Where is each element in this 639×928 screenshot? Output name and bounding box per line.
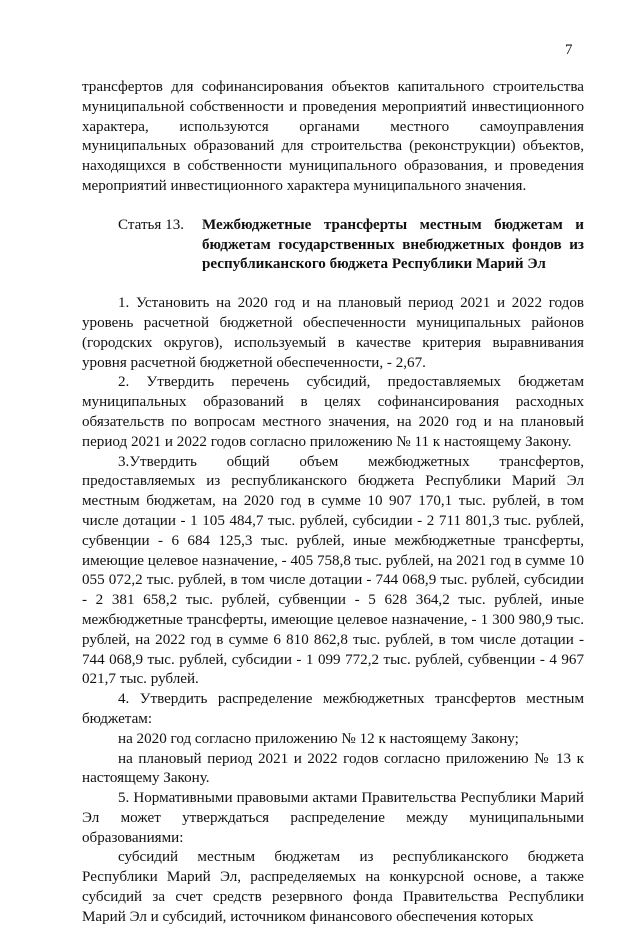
article-label: Статья 13.: [118, 216, 185, 233]
paragraph-1: 1. Установить на 2020 год и на плановый период 2021 и 2022 годов уровень расчетной бюджетной обеспеченности муниципальных районов (городских округов), используемый в качестве критерия выравнивания уровня расчетной бюджетной обеспеченности, - 2,67.: [82, 295, 584, 371]
page-number: 7: [565, 42, 573, 58]
article-title: Межбюджетные трансферты местным бюджетам и бюджетам государственных внебюджетных фондов из республиканского бюджета Республики Марий Эл: [202, 216, 584, 273]
paragraph-4-item-2021-2022: на плановый период 2021 и 2022 годов согласно приложению № 13 к настоящему Закону.: [82, 750, 584, 787]
article-heading: [118, 216, 584, 275]
paragraph-5-item-subsidies: субсидий местным бюджетам из республиканского бюджета Республики Марий Эл, распределяемых на конкурсной основе, а также субсидий за счет средств резервного фонда Правительства Республики Марий Эл и субсидий, источником финансового обеспечения которых: [82, 849, 584, 925]
intro-paragraph: трансфертов для софинансирования объектов капитального строительства муниципальной собственности и проведения мероприятий инвестиционного характера, используются органами местного самоуправления муниципальных образований для строительства (реконструкции) объектов, находящихся в собственности муниципального образования, и проведения мероприятий инвестиционного характера муниципального значения.: [82, 79, 584, 194]
paragraph-4-item-2020: на 2020 год согласно приложению № 12 к настоящему Закону;: [118, 730, 519, 747]
paragraph-4: 4. Утвердить распределение межбюджетных трансфертов местным бюджетам:: [82, 691, 584, 727]
document-body: [82, 78, 584, 928]
paragraph-2: 2. Утвердить перечень субсидий, предоставляемых бюджетам муниципальных образований в целях софинансирования расходных обязательств по вопросам местного значения, на 2020 год и на плановый период 2021 и 2022 годов согласно приложению № 11 к настоящему Закону.: [82, 374, 584, 450]
paragraph-3: 3.Утвердить общий объем межбюджетных трансфертов, предоставляемых из республиканского бюджета Республики Марий Эл местным бюджетам, на 2020 год в сумме 10 907 170,1 тыс. рублей, в том числе дотации - 1 105 484,7 тыс. рублей, субсидии - 2 711 801,3 тыс. рублей, субвенции - 6 684 125,3 тыс. рублей, иные межбюджетные трансферты, имеющие целевое назначение, - 405 758,8 тыс. рублей, на 2021 год в сумме 10 055 072,2 тыс. рублей, в том числе дотации - 744 068,9 тыс. рублей, субсидии - 2 381 658,2 тыс. рублей, субвенции - 5 628 364,2 тыс. рублей, иные межбюджетные трансферты, имеющие целевое назначение, - 1 300 980,9 тыс. рублей, на 2022 год в сумме 6 810 862,8 тыс. рублей, в том числе дотации - 744 068,9 тыс. рублей, субсидии - 1 099 772,2 тыс. рублей, субвенции - 4 967 021,7 тыс. рублей.: [82, 453, 584, 688]
paragraph-5: 5. Нормативными правовыми актами Правительства Республики Марий Эл может утверждаться распределение между муниципальными образованиями:: [82, 790, 584, 846]
